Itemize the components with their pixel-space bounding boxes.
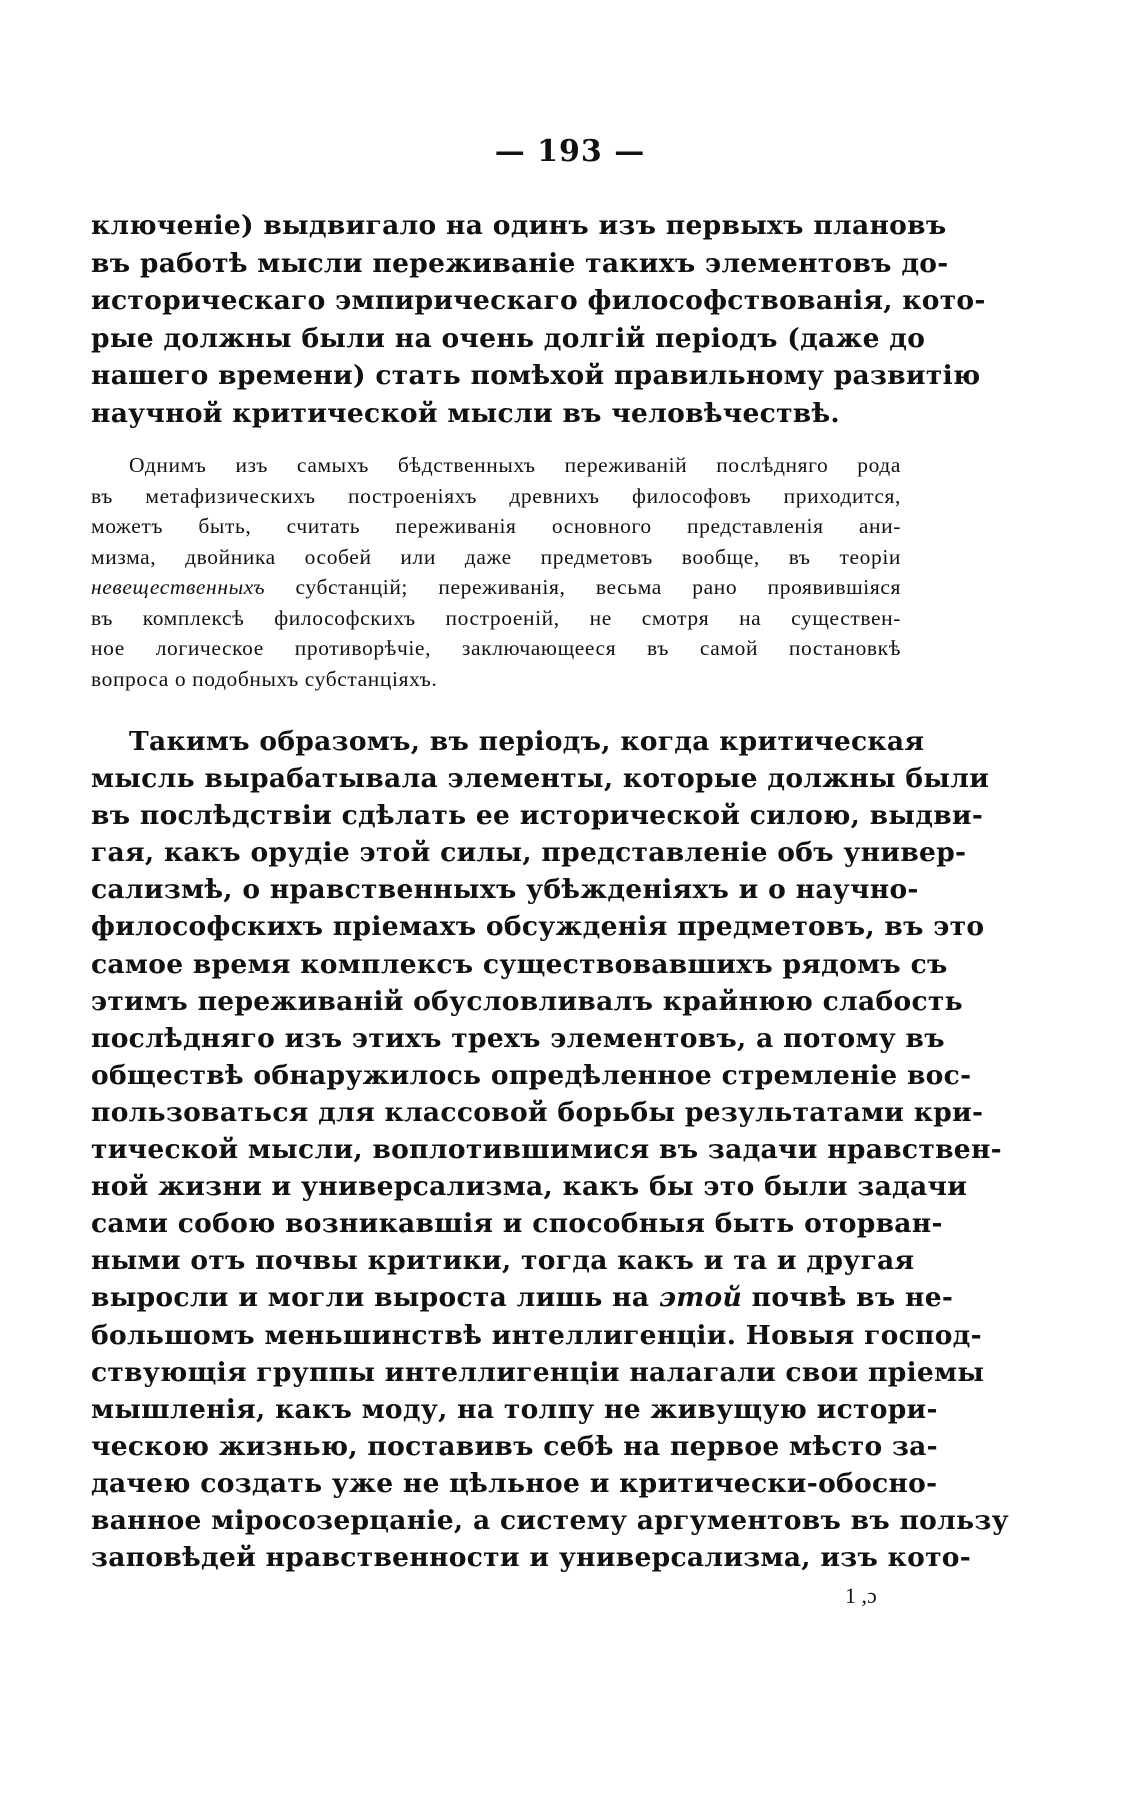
text-line: въ послѣдствіи сдѣлать ее исторической силою, выдви-	[91, 800, 984, 832]
text-line: сами собою возникавшія и способныя быть оторван-	[91, 1208, 943, 1240]
printer-signature-mark: 1 ,ɔ	[845, 1583, 877, 1608]
text-line	[91, 1279, 954, 1316]
text-line: гая, какъ орудіе этой силы, представленіе объ универ-	[91, 837, 967, 869]
footnote-line: мизма, двойника особей или даже предметовъ вообще, въ теоріи	[91, 544, 901, 569]
text-line: мысль вырабатывала элементы, которые должны были	[91, 763, 990, 795]
text-line: Такимъ образомъ, въ періодъ, когда критическая	[129, 726, 925, 757]
footnote	[91, 450, 901, 694]
text-line: сализмѣ, о нравственныхъ убѣжденіяхъ и о научно-	[91, 874, 919, 906]
text-line: ключеніе) выдвигало на одинъ изъ первыхъ плановъ	[91, 210, 947, 241]
text-line: философскихъ пріемахъ обсужденія предметовъ, въ это	[91, 911, 985, 943]
text-line: рые должны были на очень долгій періодъ (даже до	[91, 322, 926, 354]
footnote-line: въ метафизическихъ построеніяхъ древнихъ философовъ приходится,	[91, 483, 901, 508]
text-line: этимъ переживаній обусловливалъ крайнюю слабость	[91, 985, 963, 1017]
text-line: дачею создать уже не цѣльное и критически-обосно-	[91, 1467, 938, 1499]
text-line: обществѣ обнаружилось опредѣленное стремленіе вос-	[91, 1059, 972, 1091]
text-line: въ работѣ мысли переживаніе такихъ элементовъ до-	[91, 247, 949, 279]
text-line: ными отъ почвы критики, тогда какъ и та и другая	[91, 1245, 915, 1277]
page-number: — 193 —	[494, 134, 646, 169]
text-line: ческою жизнью, поставивъ себѣ на первое мѣсто за-	[91, 1430, 938, 1462]
footnote-line: ное логическое противорѣчіе, заключающееся въ самой постановкѣ	[91, 636, 901, 660]
text-line: научной критической мысли въ человѣчествѣ.	[91, 397, 840, 429]
footnote-line-rest: субстанцій; переживанія, весьма рано проявившіяся	[265, 575, 901, 599]
paragraph-continued	[91, 207, 986, 432]
text-line: нашего времени) стать помѣхой правильному развитію	[91, 360, 981, 391]
text-line: историческаго эмпирическаго философствованія, кото-	[91, 285, 986, 316]
paragraph	[91, 723, 1009, 1576]
footnote-line	[91, 572, 901, 603]
text-line: ной жизни и универсализма, какъ бы это были задачи	[91, 1171, 968, 1203]
footnote-line: вопроса о подобныхъ субстанціяхъ.	[91, 666, 438, 691]
text-segment: почвѣ въ не-	[742, 1282, 954, 1314]
text-line: большомъ меньшинствѣ интеллигенціи. Новыя господ-	[91, 1319, 982, 1351]
footnote-line: Однимъ изъ самыхъ бѣдственныхъ переживаній послѣдняго рода	[129, 453, 901, 477]
footnote-line: можетъ быть, считать переживанія основного представленія ани-	[91, 514, 901, 538]
text-line: ванное міросозерцаніе, а систему аргументовъ въ пользу	[91, 1504, 1009, 1536]
text-line: пользоваться для классовой борьбы результатами кри-	[91, 1096, 984, 1128]
text-line: послѣдняго изъ этихъ трехъ элементовъ, а потому въ	[91, 1022, 945, 1054]
text-line: тической мысли, воплотившимися въ задачи нравствен-	[91, 1134, 1002, 1166]
text-line: самое время комплексъ существовавшихъ рядомъ съ	[91, 948, 948, 980]
italic-word: этой	[658, 1282, 743, 1314]
text-line: ствующія группы интеллигенціи налагали свои пріемы	[91, 1356, 985, 1388]
text-line: заповѣдей нравственности и универсализма, изъ кото-	[91, 1542, 972, 1574]
text-segment: выросли и могли выроста лишь на	[91, 1282, 659, 1314]
text-line: мышленія, какъ моду, на толпу не живущую истори-	[91, 1393, 938, 1425]
footnote-line: въ комплексѣ философскихъ построеній, не смотря на существен-	[91, 605, 901, 630]
italic-word: невещественныхъ	[91, 575, 266, 599]
